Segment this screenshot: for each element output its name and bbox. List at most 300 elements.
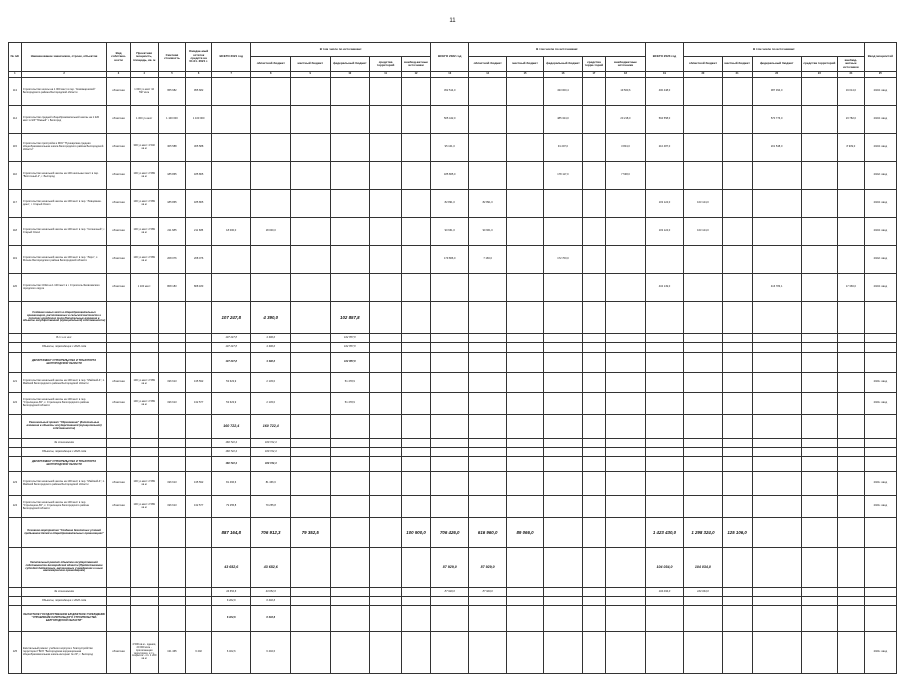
remainder: 135 592 [186,373,212,393]
local-2022 [506,439,543,448]
territory-2021 [370,162,402,190]
territory-2022 [582,588,606,597]
local-2023 [722,548,752,588]
total-2023 [645,246,683,274]
regional-2021 [251,134,291,162]
object-name: Основное мероприятие "Создание безопасных условий пребывания детей в общеобразовательных организациях" [21,518,106,548]
local-2022 [506,353,543,373]
commissioning [864,415,896,439]
territory-2021 [370,78,402,106]
estimated-cost [158,518,186,548]
territory-2023 [801,472,837,496]
extrabudget-2022 [606,448,646,457]
territory-2023 [801,343,837,353]
total-2023: 103 124,0 [645,190,683,218]
extrabudget-2022 [606,353,646,373]
federal-2022 [544,597,582,606]
territory-2022 [582,415,606,439]
total-2022 [431,334,469,343]
extrabudget-2023 [838,373,865,393]
table-row [9,190,897,218]
remainder [186,415,212,439]
federal-2023 [752,302,801,334]
regional-2022 [469,472,506,496]
total-2021: 43 652,6 [211,548,251,588]
extrabudget-2021 [402,457,431,472]
table-row [9,334,897,343]
territory-2023 [801,274,837,302]
header-regional-2023: областной бюджет [684,57,722,72]
regional-2021: 160 722,4 [251,448,291,457]
total-2022 [431,496,469,518]
territory-2021 [370,393,402,415]
extrabudget-2022 [606,548,646,588]
column-number: 2 [21,72,106,78]
header-sources-2023: В том числе по источникам: [684,43,865,57]
federal-2023 [752,548,801,588]
local-2022 [506,106,543,134]
extrabudget-2022 [606,373,646,393]
estimated-cost [158,343,186,353]
estimated-cost: 196 613 [158,496,186,518]
federal-2022: 91 297,0 [544,134,582,162]
object-name: За отношением [21,588,106,597]
remainder [186,597,212,606]
total-2022 [431,439,469,448]
territory-2021 [370,134,402,162]
federal-2023 [752,632,801,674]
federal-2021 [330,457,370,472]
total-2022: 185 865,0 [431,162,469,190]
federal-2022 [544,496,582,518]
total-2023: 594 558,0 [645,106,683,134]
territory-2022 [582,606,606,632]
header-sources-2022: В том числе по источникам: [469,43,645,57]
regional-2023 [684,632,722,674]
header-ownership: Вид собствен-ности [107,43,131,72]
total-2021 [211,78,251,106]
local-2023 [722,448,752,457]
commissioning: 2022г. ввод [864,162,896,190]
extrabudget-2023 [838,393,865,415]
territory-2021 [370,246,402,274]
total-2022: 452 514,0 [431,78,469,106]
remainder [186,448,212,457]
extrabudget-2021 [402,246,431,274]
federal-2021: 51 478,9 [330,373,370,393]
federal-2022 [544,343,582,353]
extrabudget-2023 [838,597,865,606]
ownership: областная [107,246,131,274]
object-name: Строительство школы на 1 000 мест в пер. "Новомаршский" Белгородского района Белгородской области [21,78,106,106]
local-2021 [291,134,331,162]
object-name: Строительство начальной школы на 100 мест в пер. "Майский-4", п. Майский Белгородского района Белгородской области [21,373,106,393]
federal-2023 [752,218,801,246]
local-2021 [291,302,331,334]
local-2022 [506,448,543,457]
federal-2023 [752,334,801,343]
total-2023 [645,415,683,439]
local-2023 [722,134,752,162]
regional-2023 [684,334,722,343]
local-2021 [291,632,331,674]
federal-2021 [330,439,370,448]
extrabudget-2022 [606,393,646,415]
total-2023 [645,606,683,632]
territory-2021 [370,190,402,218]
federal-2022 [544,190,582,218]
territory-2023 [801,439,837,448]
row-number [9,415,22,439]
local-2023 [722,162,752,190]
remainder: 211 685 [186,218,212,246]
estimated-cost [158,439,186,448]
total-2021: 6 402,6 [211,597,251,606]
extrabudget-2021 [402,190,431,218]
table-row [9,162,897,190]
ownership [107,597,131,606]
estimated-cost: 1 100 000 [158,106,186,134]
extrabudget-2022 [606,597,646,606]
extrabudget-2022 [606,472,646,496]
total-2022 [431,302,469,334]
local-2022 [506,472,543,496]
row-number: 120 [9,274,22,302]
federal-2023 [752,162,801,190]
regional-2023: 103 124,0 [684,190,722,218]
total-2021: 43 652,6 [211,588,251,597]
total-2023 [645,353,683,373]
total-2021: 53 623,9 [211,393,251,415]
table-row [9,343,897,353]
commissioning [864,606,896,632]
local-2023 [722,496,752,518]
local-2023 [722,106,752,134]
ownership [107,448,131,457]
territory-2023 [801,415,837,439]
local-2021 [291,334,331,343]
federal-2021 [330,448,370,457]
regional-2023 [684,373,722,393]
remainder [186,548,212,588]
federal-2021 [330,588,370,597]
local-2022 [506,548,543,588]
table-row [9,415,897,439]
regional-2022 [469,597,506,606]
column-number: 6 [186,72,212,78]
column-number: 15 [506,72,543,78]
regional-2021: 2 145,0 [251,373,291,393]
object-name: Строительство начальной школы на 100 мест в пер. "Лиро", с. Репное Белгородского района Белгородской области [21,246,106,274]
total-2022 [431,353,469,373]
ownership: областная [107,134,131,162]
estimated-cost [158,302,186,334]
regional-2023 [684,606,722,632]
local-2021 [291,218,331,246]
total-2022: 706 426,0 [431,518,469,548]
local-2023 [722,373,752,393]
commissioning [864,518,896,548]
total-2021: 160 722,4 [211,457,251,472]
regional-2021 [251,162,291,190]
extrabudget-2021 [402,448,431,457]
regional-2022: 7 166,0 [469,246,506,274]
regional-2021 [251,246,291,274]
regional-2022 [469,415,506,439]
territory-2022 [582,334,606,343]
local-2021 [291,78,331,106]
federal-2023 [752,343,801,353]
table-row [9,353,897,373]
regional-2023 [684,78,722,106]
capacity: 1 000 уч.мест 10 597 кв.м [130,78,158,106]
header-name: Наименование заказчиков, строек, объектов [21,43,106,72]
territory-2021 [370,548,402,588]
extrabudget-2023: 19 014,0 [838,78,865,106]
extrabudget-2023 [838,439,865,448]
estimated-cost [158,334,186,343]
extrabudget-2023 [838,162,865,190]
territory-2023 [801,134,837,162]
federal-2023 [752,472,801,496]
total-2023: 103 124,0 [645,218,683,246]
header-regional-2021: областной бюджет [251,57,291,72]
territory-2022 [582,106,606,134]
column-number: 19 [645,72,683,78]
federal-2022 [544,457,582,472]
local-2022 [506,457,543,472]
extrabudget-2021 [402,162,431,190]
federal-2021: 51 478,9 [330,393,370,415]
header-sources-2021: В том числе по источникам: [251,43,431,57]
total-2021: 18 000,0 [211,218,251,246]
federal-2022 [544,218,582,246]
extrabudget-2021 [402,496,431,518]
regional-2021: 160 722,4 [251,415,291,439]
ownership: областная [107,373,131,393]
local-2022 [506,78,543,106]
territory-2022 [582,78,606,106]
estimated-cost [158,448,186,457]
column-number: 8 [251,72,291,78]
territory-2023 [801,632,837,674]
local-2023 [722,343,752,353]
extrabudget-2022: 20 218,0 [606,106,646,134]
territory-2021 [370,496,402,518]
remainder [186,457,212,472]
territory-2023 [801,373,837,393]
federal-2023 [752,393,801,415]
local-2021 [291,274,331,302]
local-2021 [291,190,331,218]
local-2022 [506,343,543,353]
header-territory-2021: средства территорий [370,57,402,72]
table-row [9,632,897,674]
remainder: 305 588 [186,134,212,162]
extrabudget-2021 [402,334,431,343]
regional-2023 [684,106,722,134]
table-row [9,393,897,415]
total-2022 [431,597,469,606]
header-commissioning: Ввод мощностей [864,43,896,72]
local-2021 [291,373,331,393]
federal-2023 [752,373,801,393]
remainder: 135 592 [186,472,212,496]
extrabudget-2021 [402,632,431,674]
total-2022: 82 891,0 [431,190,469,218]
regional-2023 [684,343,722,353]
local-2022 [506,632,543,674]
local-2023 [722,218,752,246]
local-2022 [506,393,543,415]
total-2021: 160 722,4 [211,415,251,439]
local-2023 [722,415,752,439]
federal-2021 [330,162,370,190]
federal-2021 [330,518,370,548]
ownership [107,439,131,448]
commissioning: 2021г. ввод [864,373,896,393]
header-territory-2022: средства терри-торий [582,57,606,72]
regional-2023 [684,353,722,373]
row-number [9,343,22,353]
header-local-2021: местный бюджет [291,57,331,72]
extrabudget-2021 [402,606,431,632]
capacity [130,518,158,548]
total-2021: 53 623,9 [211,373,251,393]
local-2021 [291,415,331,439]
header-total-2022: ВСЕГО 2022 год [431,43,469,72]
regional-2022: 87 929,0 [469,588,506,597]
territory-2022 [582,162,606,190]
capacity: 100 уч.мест 2 589 кв.м [130,246,158,274]
capacity [130,457,158,472]
header-regional-2022: областной бюджет [469,57,506,72]
territory-2023 [801,597,837,606]
local-2023 [722,597,752,606]
local-2022 [506,496,543,518]
commissioning: 2023г. ввод [864,78,896,106]
regional-2023 [684,448,722,457]
object-name: В т.ч.из них: [21,334,106,343]
capacity [130,302,158,334]
territory-2022 [582,218,606,246]
extrabudget-2023 [838,343,865,353]
object-name: Региональный проект "Образование" (Капитальные вложения в объекты государственной (муниципальной) собственности) [21,415,106,439]
regional-2021: 6 402,6 [251,632,291,674]
territory-2023 [801,218,837,246]
commissioning: 2023г. ввод [864,218,896,246]
page-number: 11 [449,18,456,24]
ownership [107,518,131,548]
object-name: Объекты, переходящие с 2020 года [21,597,106,606]
total-2023 [645,393,683,415]
column-number: 16 [544,72,582,78]
table-row [9,496,897,518]
federal-2021 [330,548,370,588]
remainder [186,439,212,448]
territory-2022 [582,472,606,496]
federal-2021 [330,274,370,302]
federal-2021: 102 857,8 [330,343,370,353]
regional-2022: 90 661,0 [469,218,506,246]
federal-2021: 102 857,8 [330,302,370,334]
row-number: 118 [9,218,22,246]
row-number: 125 [9,632,22,674]
capacity [130,448,158,457]
federal-2023 [752,597,801,606]
object-name: Объекты, переходящие с 2020 года [21,448,106,457]
estimated-cost: 808 183 [158,274,186,302]
estimated-cost: 196 613 [158,393,186,415]
extrabudget-2022: 19 560,6 [606,78,646,106]
object-name: Строительство СОШ на 1 100 мест в г. Строитель Яковлевского городского округа [21,274,106,302]
extrabudget-2022 [606,518,646,548]
regional-2023 [684,162,722,190]
regional-2021: 160 722,4 [251,439,291,448]
federal-2021 [330,472,370,496]
total-2023: 210 487,0 [645,134,683,162]
capacity [130,588,158,597]
row-number [9,606,22,632]
territory-2021 [370,106,402,134]
estimated-cost [158,548,186,588]
territory-2022 [582,302,606,334]
regional-2021: 6 402,6 [251,597,291,606]
regional-2023 [684,457,722,472]
federal-2023 [752,439,801,448]
commissioning: 2023г. ввод [864,190,896,218]
ownership: областная [107,496,131,518]
regional-2022 [469,106,506,134]
row-number: 117 [9,190,22,218]
territory-2021 [370,606,402,632]
commissioning [864,588,896,597]
column-number: 21 [722,72,752,78]
regional-2021 [251,78,291,106]
regional-2021 [251,274,291,302]
commissioning [864,343,896,353]
table-row [9,588,897,597]
capacity: 100 уч.мест 2 589 кв.м [130,190,158,218]
regional-2021: 6 402,6 [251,606,291,632]
row-number: 115 [9,134,22,162]
total-2021 [211,190,251,218]
territory-2023 [801,588,837,597]
local-2022 [506,606,543,632]
extrabudget-2023 [838,548,865,588]
federal-2021 [330,415,370,439]
regional-2023 [684,246,722,274]
local-2021 [291,548,331,588]
remainder: 1 100 000 [186,106,212,134]
extrabudget-2021 [402,439,431,448]
regional-2023 [684,415,722,439]
column-number: 10 [330,72,370,78]
column-number: 17 [582,72,606,78]
local-2023 [722,334,752,343]
commissioning: 2021г. ввод [864,472,896,496]
local-2021 [291,597,331,606]
column-number: 23 [801,72,837,78]
federal-2022 [544,518,582,548]
federal-2021 [330,597,370,606]
ownership: областная [107,472,131,496]
extrabudget-2022 [606,606,646,632]
regional-2023: 104 034,0 [684,588,722,597]
territory-2023 [801,246,837,274]
extrabudget-2023 [838,190,865,218]
federal-2022 [544,448,582,457]
